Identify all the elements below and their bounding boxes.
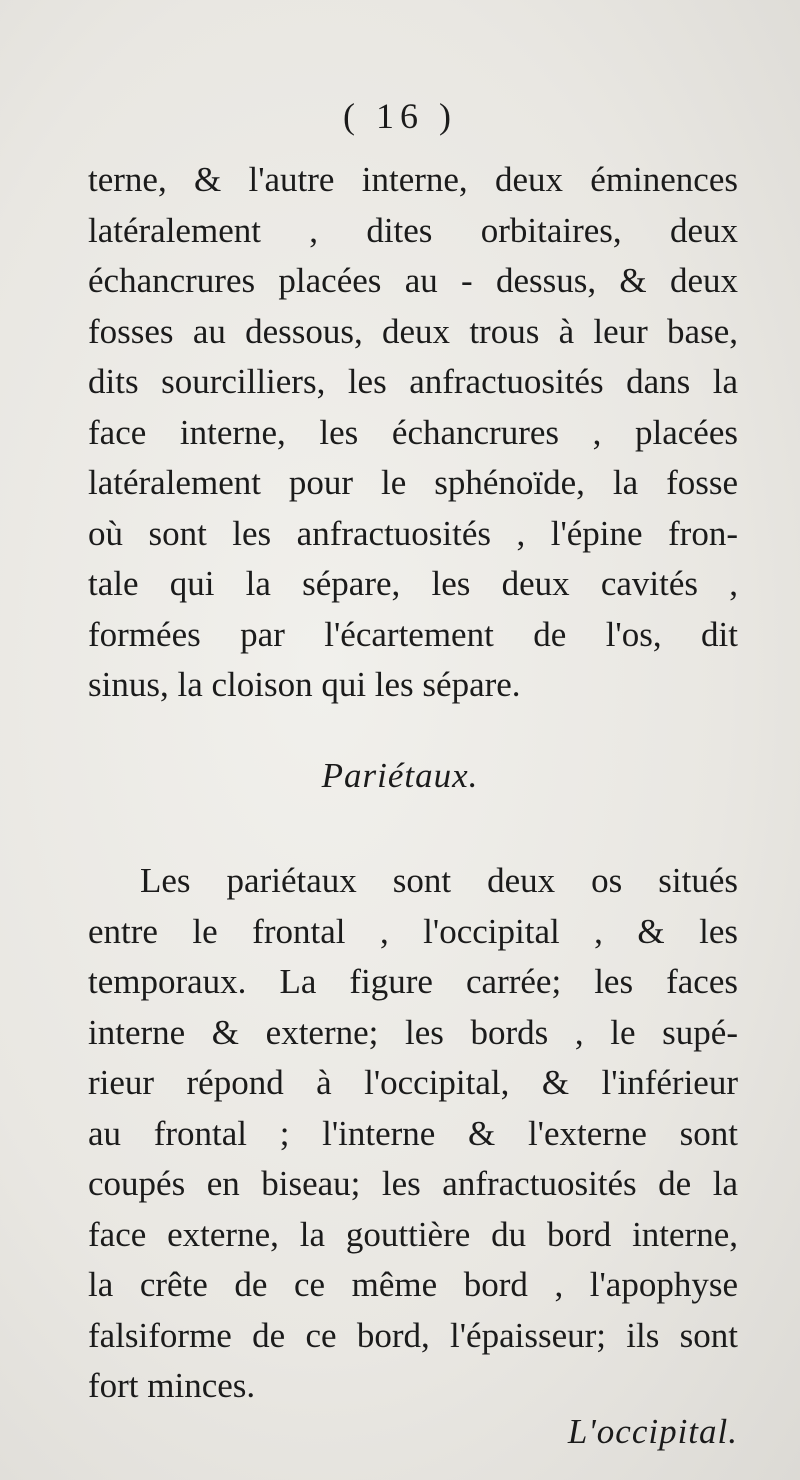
text-line: sinus, la cloison qui les sépare. bbox=[88, 665, 521, 704]
text-line: au frontal ; l'interne & l'externe sont bbox=[88, 1113, 738, 1153]
paragraph-frontal-continuation bbox=[88, 155, 738, 711]
text-line: latéralement pour le sphénoïde, la fosse bbox=[88, 463, 738, 502]
page-number: ( 16 ) bbox=[343, 96, 457, 136]
text-line: entre le frontal , l'occipital , & les bbox=[88, 911, 738, 951]
text-line: rieur répond à l'occipital, & l'inférieur bbox=[88, 1063, 738, 1102]
text-line: coupés en biseau; les anfractuosités de la bbox=[88, 1164, 738, 1203]
text-line: falsiforme de ce bord, l'épaisseur; ils sont bbox=[88, 1315, 738, 1355]
text-line: dits sourcilliers, les anfractuosités dans la bbox=[88, 362, 738, 401]
text-line: fosses au dessous, deux trous à leur base, bbox=[88, 311, 738, 351]
text-line: formées par l'écartement de l'os, dit bbox=[88, 614, 738, 654]
catchword: L'occipital. bbox=[567, 1412, 738, 1451]
section-heading: Pariétaux. bbox=[321, 756, 479, 795]
text-line: fort minces. bbox=[88, 1366, 256, 1405]
text-line: face externe, la gouttière du bord interne, bbox=[88, 1214, 738, 1254]
text-line: terne, & l'autre interne, deux éminences bbox=[88, 160, 738, 199]
paragraph-parietaux bbox=[88, 856, 738, 1412]
text-line: interne & externe; les bords , le supé- bbox=[88, 1012, 738, 1052]
text-line: latéralement , dites orbitaires, deux bbox=[88, 210, 738, 250]
text-line: la crête de ce même bord , l'apophyse bbox=[88, 1265, 738, 1304]
text-line: échancrures placées au - dessus, & deux bbox=[88, 261, 738, 300]
text-line: temporaux. La figure carrée; les faces bbox=[88, 962, 738, 1001]
text-line: où sont les anfractuosités , l'épine fron- bbox=[88, 513, 738, 553]
text-line: face interne, les échancrures , placées bbox=[88, 412, 738, 452]
text-line: tale qui la sépare, les deux cavités , bbox=[88, 564, 738, 603]
text-line: Les pariétaux sont deux os situés bbox=[140, 861, 738, 900]
